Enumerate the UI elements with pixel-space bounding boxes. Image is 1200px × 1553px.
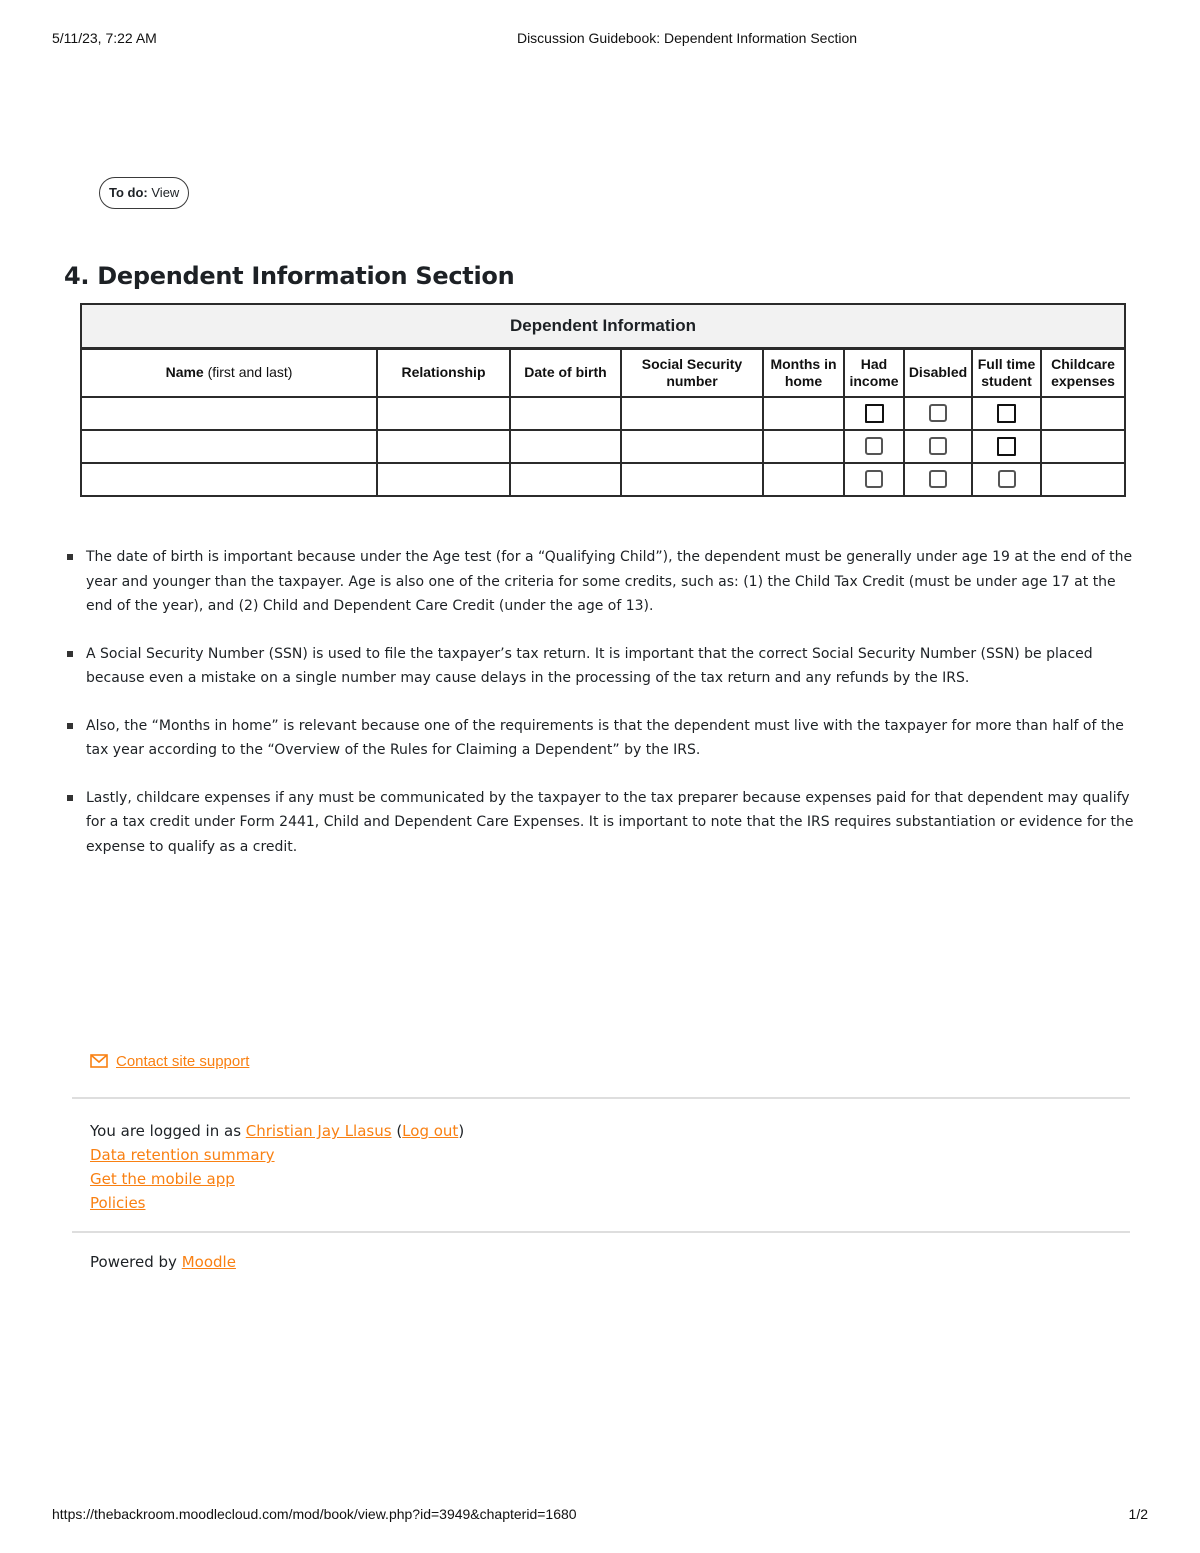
col-header-disabled: Disabled bbox=[904, 348, 972, 397]
notes-list bbox=[86, 545, 1146, 882]
col-header-ssn: Social Security number bbox=[621, 348, 763, 397]
col-header-relationship: Relationship bbox=[377, 348, 510, 397]
policies-link[interactable]: Policies bbox=[90, 1194, 146, 1212]
cell-ssn bbox=[621, 430, 763, 463]
print-header bbox=[0, 30, 1200, 50]
cell-had-income bbox=[844, 430, 904, 463]
list-item: The date of birth is important because under the Age test (for a “Qualifying Child”), the dependent must be generally under age 19 at the end of the year and younger than the taxpayer. Age is also one of the criteria for some credits, such as: (1) the Child Tax Credit (must be under age 17 at the end of the year), and (2) Child and Dependent Care Credit (under the age of 13). bbox=[86, 545, 1146, 619]
logged-in-line bbox=[90, 1119, 464, 1143]
cell-relationship bbox=[377, 430, 510, 463]
cell-had-income bbox=[844, 463, 904, 496]
cell-dob bbox=[510, 463, 621, 496]
footer-divider bbox=[72, 1097, 1130, 1099]
cell-relationship bbox=[377, 463, 510, 496]
disabled-checkbox bbox=[929, 470, 947, 488]
print-datetime: 5/11/23, 7:22 AM bbox=[52, 30, 157, 46]
cell-relationship bbox=[377, 397, 510, 430]
cell-had-income bbox=[844, 397, 904, 430]
cell-dob bbox=[510, 430, 621, 463]
student-checkbox bbox=[997, 437, 1016, 456]
disabled-checkbox bbox=[929, 437, 947, 455]
data-retention-link[interactable]: Data retention summary bbox=[90, 1146, 275, 1164]
cell-childcare bbox=[1041, 397, 1125, 430]
contact-support-link[interactable]: Contact site support bbox=[116, 1053, 250, 1070]
envelope-icon bbox=[90, 1054, 108, 1068]
student-checkbox bbox=[998, 470, 1016, 488]
cell-name bbox=[81, 463, 377, 496]
disabled-checkbox bbox=[929, 404, 947, 422]
cell-name bbox=[81, 397, 377, 430]
cell-months bbox=[763, 397, 844, 430]
todo-badge bbox=[99, 177, 189, 209]
list-item: A Social Security Number (SSN) is used to file the taxpayer’s tax return. It is important that the correct Social Security Number (SSN) be placed because even a mistake on a single number may cause delays in the processing of the tax return and any refunds by the IRS. bbox=[86, 642, 1146, 691]
powered-by bbox=[90, 1253, 236, 1271]
mobile-app-link[interactable]: Get the mobile app bbox=[90, 1170, 235, 1188]
cell-childcare bbox=[1041, 463, 1125, 496]
print-url: https://thebackroom.moodlecloud.com/mod/book/view.php?id=3949&chapterid=1680 bbox=[52, 1506, 577, 1522]
table-title: Dependent Information bbox=[81, 304, 1125, 348]
logout-link[interactable]: Log out bbox=[402, 1122, 459, 1140]
had-income-checkbox bbox=[865, 470, 883, 488]
dependent-information-table bbox=[80, 303, 1126, 497]
cell-disabled bbox=[904, 463, 972, 496]
cell-student bbox=[972, 397, 1041, 430]
cell-ssn bbox=[621, 397, 763, 430]
cell-dob bbox=[510, 397, 621, 430]
print-footer bbox=[0, 1506, 1200, 1526]
footer-info bbox=[90, 1119, 464, 1215]
page-title: 4. Dependent Information Section bbox=[64, 262, 515, 290]
moodle-link[interactable]: Moodle bbox=[181, 1253, 236, 1271]
paren-open: ( bbox=[391, 1122, 403, 1140]
cell-childcare bbox=[1041, 430, 1125, 463]
user-profile-link[interactable]: Christian Jay Llasus bbox=[245, 1122, 392, 1140]
col-header-had-income: Had income bbox=[844, 348, 904, 397]
footer-divider bbox=[72, 1231, 1130, 1233]
col-header-months: Months in home bbox=[763, 348, 844, 397]
contact-support bbox=[90, 1053, 249, 1070]
col-header-name-bold: Name bbox=[165, 364, 204, 381]
cell-name bbox=[81, 430, 377, 463]
paren-close: ) bbox=[458, 1122, 465, 1140]
col-header-student: Full time student bbox=[972, 348, 1041, 397]
cell-disabled bbox=[904, 430, 972, 463]
list-item: Also, the “Months in home” is relevant because one of the requirements is that the dependent must live with the taxpayer for more than half of the tax year according to the “Overview of the Rules for Claiming a Dependent” by the IRS. bbox=[86, 714, 1146, 763]
had-income-checkbox bbox=[865, 404, 884, 423]
powered-by-label: Powered by bbox=[90, 1253, 182, 1271]
cell-student bbox=[972, 463, 1041, 496]
print-title: Discussion Guidebook: Dependent Information Section bbox=[516, 30, 858, 46]
col-header-dob: Date of birth bbox=[510, 348, 621, 397]
cell-months bbox=[763, 463, 844, 496]
todo-value: View bbox=[151, 185, 180, 200]
had-income-checkbox bbox=[865, 437, 883, 455]
logged-in-prefix: You are logged in as bbox=[90, 1122, 246, 1140]
list-item: Lastly, childcare expenses if any must be communicated by the taxpayer to the tax preparer because expenses paid for that dependent may qualify for a tax credit under Form 2441, Child and Dependent Care Expenses. It is important to note that the IRS requires substantiation or evidence for the expense to qualify as a credit. bbox=[86, 786, 1146, 860]
cell-months bbox=[763, 430, 844, 463]
table-row bbox=[81, 430, 1125, 463]
cell-disabled bbox=[904, 397, 972, 430]
table-row bbox=[81, 397, 1125, 430]
student-checkbox bbox=[997, 404, 1016, 423]
cell-student bbox=[972, 430, 1041, 463]
col-header-name bbox=[81, 348, 377, 397]
print-page-number: 1/2 bbox=[1128, 1506, 1148, 1522]
col-header-childcare: Childcare expenses bbox=[1041, 348, 1125, 397]
cell-ssn bbox=[621, 463, 763, 496]
todo-label: To do: bbox=[109, 185, 148, 200]
table-row bbox=[81, 463, 1125, 496]
col-header-name-light: (first and last) bbox=[207, 364, 293, 381]
